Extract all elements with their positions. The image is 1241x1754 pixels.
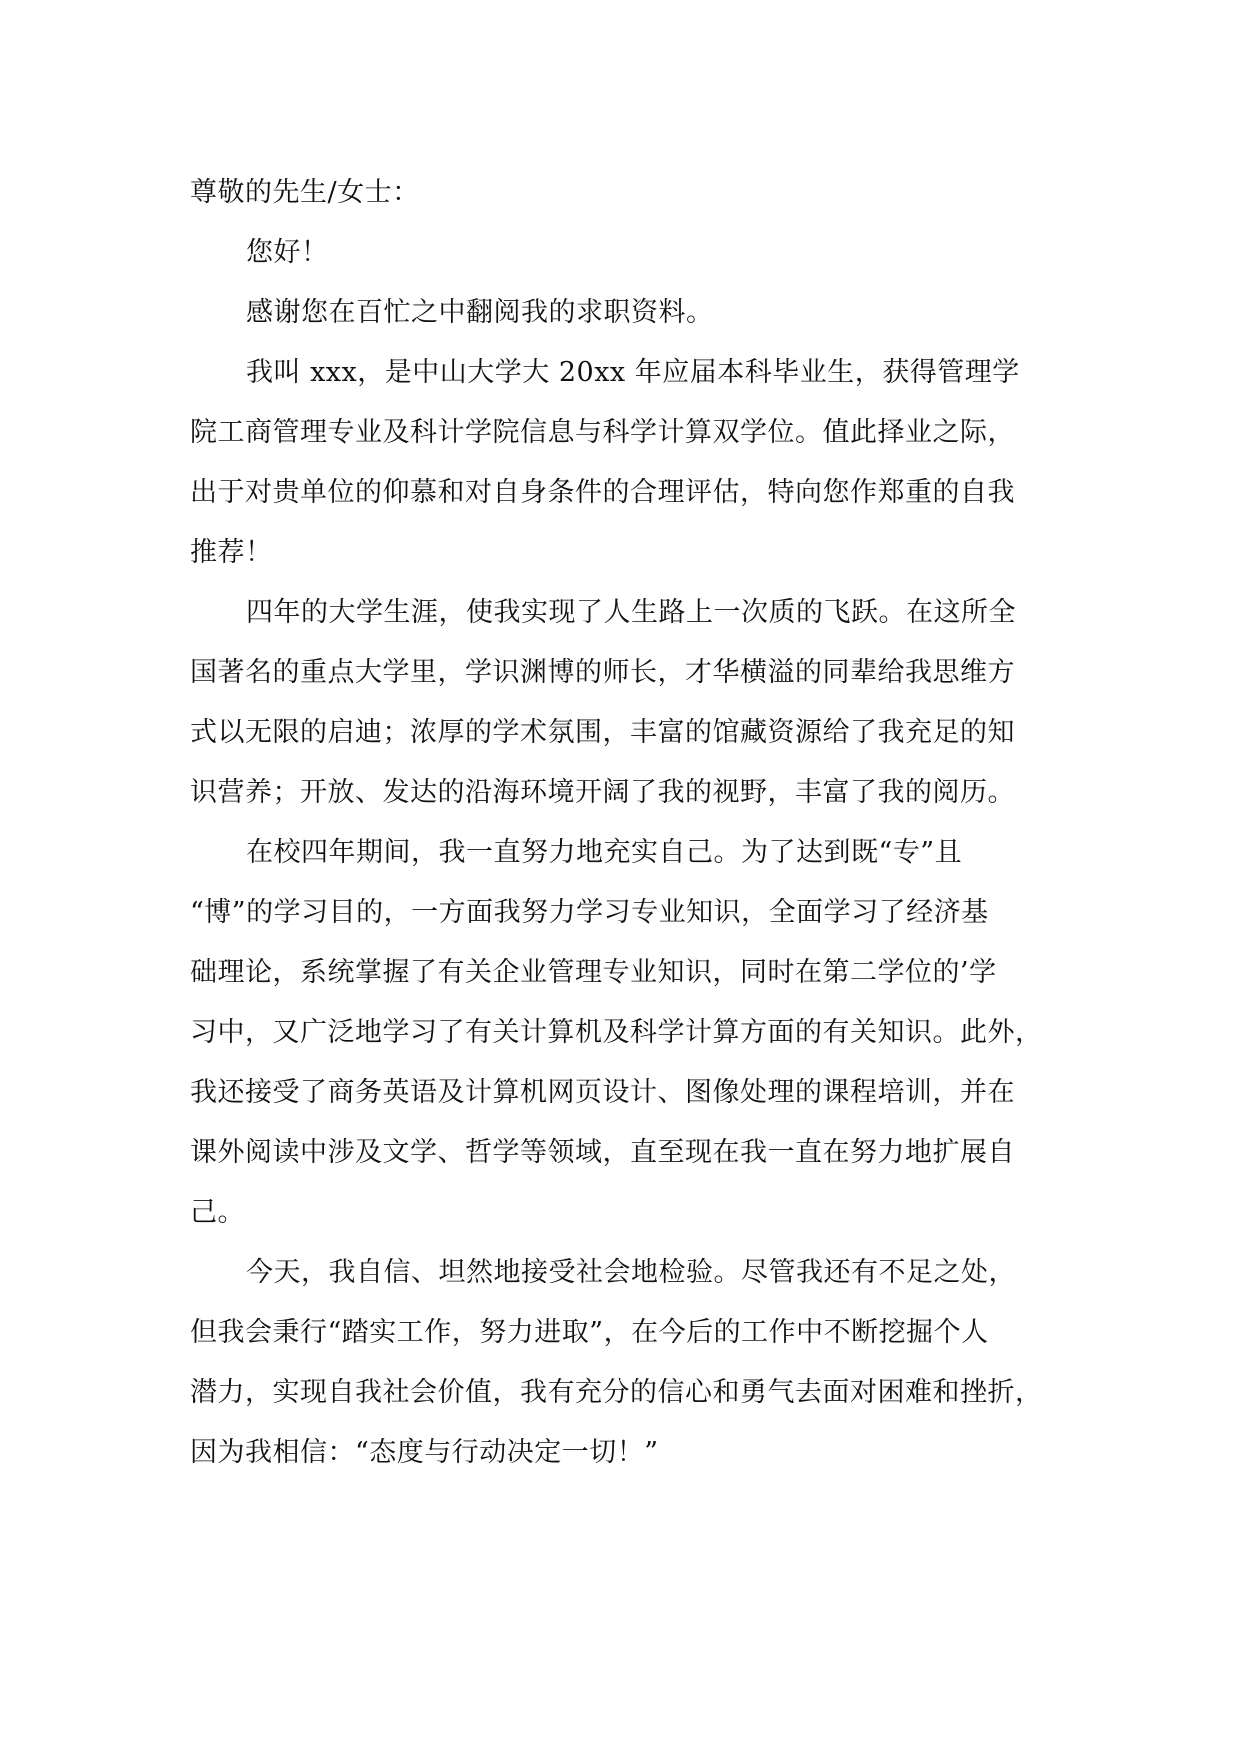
paragraph-line: 础理论，系统掌握了有关企业管理专业知识，同时在第二学位的’学 bbox=[190, 957, 997, 988]
cover-letter-body bbox=[190, 163, 1060, 1483]
paragraph-line: 推荐！ bbox=[190, 537, 273, 568]
paragraph-line: 院工商管理专业及科计学院信息与科学计算双学位。值此择业之际， bbox=[190, 417, 1015, 448]
paragraph-line: 四年的大学生涯，使我实现了人生路上一次质的飞跃。在这所全 bbox=[246, 597, 1016, 628]
paragraph-line: “博”的学习目的，一方面我努力学习专业知识，全面学习了经济基 bbox=[190, 897, 989, 928]
paragraph-line: 因为我相信：“态度与行动决定一切！” bbox=[190, 1437, 659, 1468]
paragraph-line: 课外阅读中涉及文学、哲学等领域，直至现在我一直在努力地扩展自 bbox=[190, 1137, 1015, 1168]
paragraph-line: 今天，我自信、坦然地接受社会地检验。尽管我还有不足之处， bbox=[246, 1257, 1016, 1288]
paragraph-line: 出于对贵单位的仰慕和对自身条件的合理评估，特向您作郑重的自我 bbox=[190, 477, 1015, 508]
paragraph-line: 识营养；开放、发达的沿海环境开阔了我的视野，丰富了我的阅历。 bbox=[190, 777, 1015, 808]
paragraph-line: 我叫 xxx，是中山大学大 20xx 年应届本科毕业生，获得管理学 bbox=[246, 357, 1020, 388]
paragraph-line: 我还接受了商务英语及计算机网页设计、图像处理的课程培训，并在 bbox=[190, 1077, 1015, 1108]
paragraph-line: 国著名的重点大学里，学识渊博的师长，才华横溢的同辈给我思维方 bbox=[190, 657, 1015, 688]
paragraph-studies bbox=[190, 823, 1060, 1243]
thanks-line: 感谢您在百忙之中翻阅我的求职资料。 bbox=[246, 297, 714, 328]
paragraph-line: 己。 bbox=[190, 1197, 245, 1228]
paragraph-line: 在校四年期间，我一直努力地充实自己。为了达到既“专”且 bbox=[246, 837, 963, 868]
paragraph-university-life bbox=[190, 583, 1060, 823]
greeting: 您好！ bbox=[246, 237, 329, 268]
paragraph-line: 式以无限的启迪；浓厚的学术氛围，丰富的馆藏资源给了我充足的知 bbox=[190, 717, 1015, 748]
paragraph-conclusion bbox=[190, 1243, 1060, 1483]
paragraph-introduction bbox=[190, 343, 1060, 583]
paragraph-line: 潜力，实现自我社会价值，我有充分的信心和勇气去面对困难和挫折， bbox=[190, 1377, 1043, 1408]
salutation: 尊敬的先生/女士： bbox=[190, 177, 420, 208]
paragraph-line: 习中，又广泛地学习了有关计算机及科学计算方面的有关知识。此外， bbox=[190, 1017, 1043, 1048]
paragraph-line: 但我会秉行“踏实工作，努力进取”，在今后的工作中不断挖掘个人 bbox=[190, 1317, 989, 1348]
